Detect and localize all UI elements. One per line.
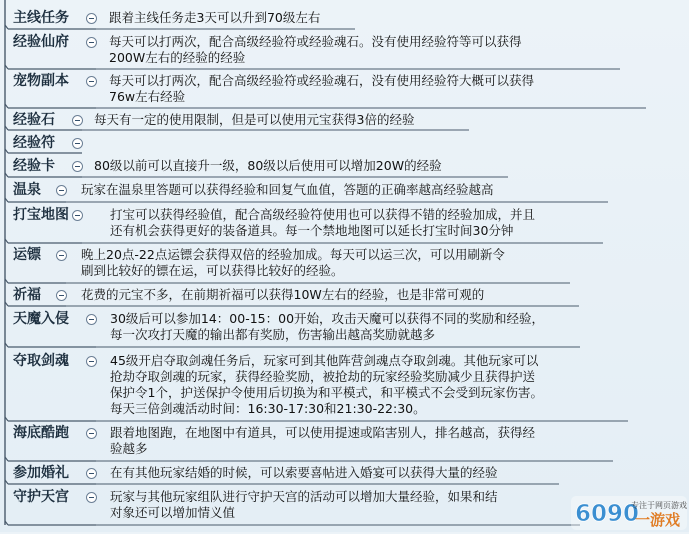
method-row xyxy=(0,464,689,484)
method-description xyxy=(109,34,522,66)
method-description xyxy=(110,425,535,457)
description-line: 200W左右的经验的经验 xyxy=(109,50,246,65)
description-line: 每一次攻打天魔的输出都有奖励，伤害输出越高奖励就越多 xyxy=(110,327,436,342)
description-line: 抢劫夺取剑魂的玩家，获得经验奖励，被抢劫的玩家经验奖励减少且获得护送 xyxy=(110,369,536,384)
method-description xyxy=(110,465,498,481)
description-line: 跟着地图跑，在地图中有道具，可以使用提速或陷害别人，排名越高，获得经 xyxy=(110,425,536,440)
method-row xyxy=(0,310,689,347)
description-line: 花费的元宝不多，在前期祈福可以获得10W左右的经验，也是非常可观的 xyxy=(81,287,485,302)
description-line: 刷到比较好的镖在运，可以获得比较好的经验。 xyxy=(81,263,344,278)
description-line: 每天有一定的使用限制，但是可以使用元宝获得3倍的经验 xyxy=(94,112,415,127)
collapse-toggle-icon[interactable] xyxy=(86,492,97,503)
method-row xyxy=(0,33,689,69)
method-label: 守护天宫 xyxy=(13,489,69,505)
description-line: 玩家与其他玩家组队进行守护天宫的活动可以增加大量经验，如果和结 xyxy=(110,489,498,504)
method-label: 海底酷跑 xyxy=(13,425,69,441)
description-line: 76w左右经验 xyxy=(109,89,186,104)
method-description xyxy=(109,73,534,105)
watermark-logo-icon xyxy=(571,496,687,530)
method-description xyxy=(94,158,442,174)
method-description xyxy=(109,10,320,26)
method-label: 主线任务 xyxy=(13,10,69,26)
collapse-toggle-icon[interactable] xyxy=(72,210,83,221)
collapse-toggle-icon[interactable] xyxy=(56,250,67,261)
description-line: 晚上20点-22点运镖会获得双倍的经验加成。每天可以运三次，可以用刷新令 xyxy=(81,247,505,262)
method-row xyxy=(0,72,689,108)
collapse-toggle-icon[interactable] xyxy=(56,185,67,196)
method-description xyxy=(110,311,544,343)
description-line: 45级开启夺取剑魂任务后，玩家可到其他阵营剑魂点夺取剑魂。其他玩家可以 xyxy=(110,353,539,368)
method-description xyxy=(81,287,484,303)
method-label: 祈福 xyxy=(13,287,41,303)
method-row xyxy=(0,352,689,421)
method-label: 经验仙府 xyxy=(13,34,69,50)
description-line: 80级以前可以直接升一级，80级以后使用可以增加20W的经验 xyxy=(94,158,442,173)
method-label: 宠物副本 xyxy=(13,73,69,89)
method-label: 夺取剑魂 xyxy=(13,353,69,369)
collapse-toggle-icon[interactable] xyxy=(86,37,97,48)
collapse-toggle-icon[interactable] xyxy=(86,314,97,325)
description-line: 对象还可以增加情义值 xyxy=(110,505,236,520)
method-row xyxy=(0,157,689,177)
description-line: 30级后可以参加14：00-15：00开始，攻击天魔可以获得不同的奖励和经验， xyxy=(110,311,545,326)
collapse-toggle-icon[interactable] xyxy=(72,115,83,126)
method-row xyxy=(0,181,689,202)
method-label: 天魔入侵 xyxy=(13,311,69,327)
collapse-toggle-icon[interactable] xyxy=(56,290,67,301)
description-line: 验越多 xyxy=(110,441,148,456)
description-line: 保护令1个，护送保护令使用后切换为和平模式，和平模式不会受到玩家伤害。 xyxy=(110,385,543,400)
method-description xyxy=(110,353,543,417)
method-label: 打宝地图 xyxy=(13,207,69,223)
collapse-toggle-icon[interactable] xyxy=(86,468,97,479)
method-row xyxy=(0,111,689,130)
collapse-toggle-icon[interactable] xyxy=(86,428,97,439)
method-label: 温泉 xyxy=(13,182,41,198)
description-line: 在有其他玩家结婚的时候，可以索要喜帖进入婚宴可以获得大量的经验 xyxy=(110,465,498,480)
description-line: 还有机会获得更好的装备道具。每一个禁地地图可以延长打宝时间30分钟 xyxy=(110,223,514,238)
description-line: 玩家在温泉里答题可以获得经验和回复气血值，答题的正确率越高经验越高 xyxy=(81,182,494,197)
method-description xyxy=(81,247,505,279)
collapse-toggle-icon[interactable] xyxy=(72,138,83,149)
watermark-brand: 一游戏 xyxy=(635,511,681,529)
method-description xyxy=(110,489,498,521)
method-label: 参加婚礼 xyxy=(13,465,69,481)
site-watermark xyxy=(571,496,687,530)
collapse-toggle-icon[interactable] xyxy=(72,161,83,172)
description-line: 每天可以打两次，配合高级经验符或经验魂石。没有使用经验符等可以获得 xyxy=(109,34,522,49)
description-line: 跟着主线任务走3天可以升到70级左右 xyxy=(109,10,321,25)
method-row xyxy=(0,286,689,306)
method-label: 运镖 xyxy=(13,247,41,263)
description-line: 每天三倍剑魂活动时间：16:30-17:30和21:30-22:30。 xyxy=(110,401,426,416)
method-label: 经验卡 xyxy=(13,158,55,174)
watermark-number: 6090 xyxy=(575,501,640,527)
collapse-toggle-icon[interactable] xyxy=(86,356,97,367)
method-label: 经验石 xyxy=(13,112,55,128)
method-description xyxy=(110,207,535,239)
method-row xyxy=(0,134,689,153)
method-row xyxy=(0,424,689,461)
method-description xyxy=(81,182,494,198)
description-line: 每天可以打两次，配合高级经验符或经验魂石，没有使用经验符大概可以获得 xyxy=(109,73,535,88)
collapse-toggle-icon[interactable] xyxy=(86,76,97,87)
method-label: 经验符 xyxy=(13,135,55,151)
method-description xyxy=(94,112,414,128)
watermark-slogan: 专注于网页游戏 xyxy=(631,501,687,510)
method-row xyxy=(0,9,689,29)
method-row xyxy=(0,246,689,283)
collapse-toggle-icon[interactable] xyxy=(86,13,97,24)
description-line: 打宝可以获得经验值，配合高级经验符使用也可以获得不错的经验加成，并且 xyxy=(110,207,536,222)
method-row xyxy=(0,206,689,243)
